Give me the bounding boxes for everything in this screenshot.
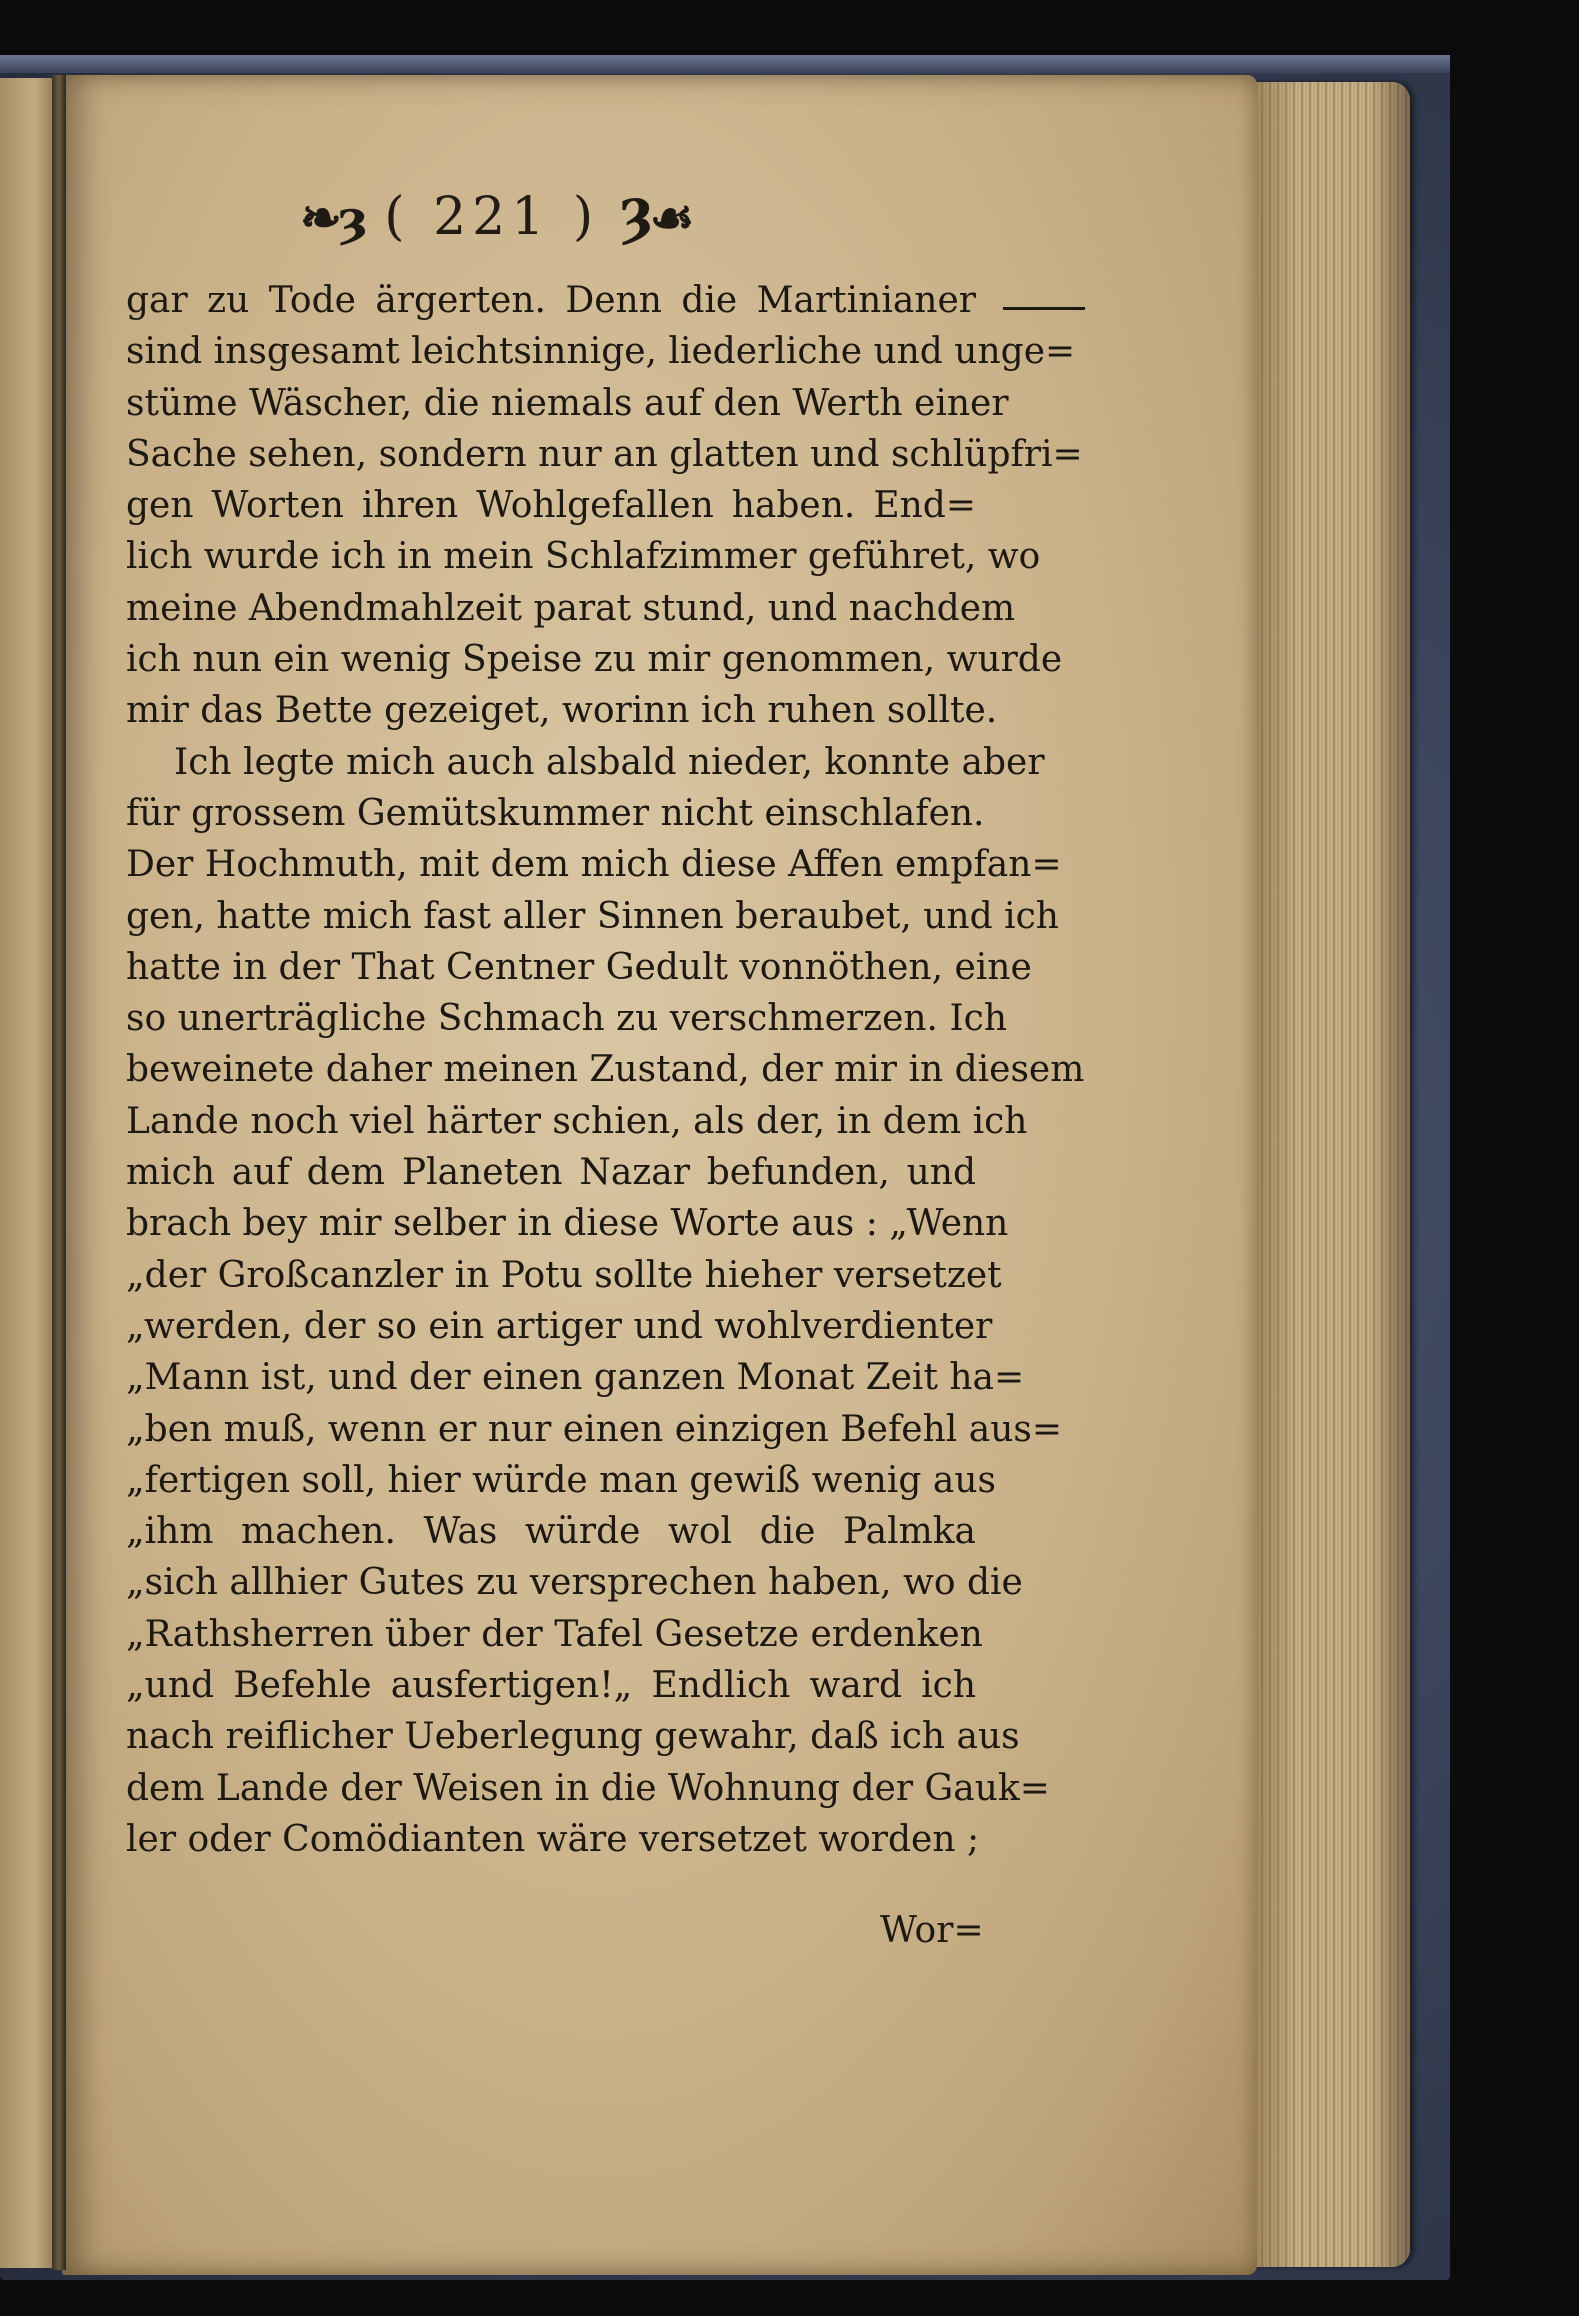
text-line: brach bey mir selber in diese Worte aus : „Wenn: [126, 1203, 1009, 1245]
text-line: lich wurde ich in mein Schlafzimmer geführet, wo: [126, 536, 1041, 578]
text-line: ler oder Comödianten wäre versetzet worden ;: [126, 1818, 980, 1860]
right-ornament-icon: Ȝ☙: [619, 187, 691, 247]
text-line: Der Hochmuth, mit dem mich diese Affen empfan=: [126, 844, 1062, 886]
book-gutter: [52, 75, 66, 2270]
text-line: „ihm machen. Was würde wol die Palmka: [126, 1511, 976, 1553]
text-line: beweinete daher meinen Zustand, der mir in diesem: [126, 1049, 1085, 1091]
text-line: „sich allhier Gutes zu versprechen haben, wo die: [126, 1562, 1023, 1604]
text-line: Sache sehen, sondern nur an glatten und schlüpfri=: [126, 433, 1083, 475]
page-body: [126, 275, 1085, 1865]
text-line: „Mann ist, und der einen ganzen Monat Zeit ha=: [126, 1357, 1025, 1399]
text-line: nach reiflicher Ueberlegung gewahr, daß ich aus: [126, 1716, 1020, 1758]
catchword: Wor=: [880, 1910, 984, 1951]
text-line: „ben muß, wenn er nur einen einzigen Befehl aus=: [126, 1408, 1063, 1450]
text-line: mir das Bette gezeiget, worinn ich ruhen sollte.: [126, 690, 998, 732]
text-line: Lande noch viel härter schien, als der, in dem ich: [126, 1100, 1028, 1142]
text-line: gar zu Tode ärgerten. Denn die Martinianer: [126, 280, 976, 321]
page-header: [300, 182, 820, 252]
text-line: „der Großcanzler in Potu sollte hieher versetzet: [126, 1254, 1002, 1296]
cover-top-edge: [0, 55, 1450, 73]
text-line: ich nun ein wenig Speise zu mir genommen, wurde: [126, 639, 1063, 681]
text-line: sind insgesamt leichtsinnige, liederliche und unge=: [126, 331, 1076, 373]
text-line: gen, hatte mich fast aller Sinnen beraubet, und ich: [126, 895, 1059, 937]
text-line: „und Befehle ausfertigen!„ Endlich ward ich: [126, 1665, 976, 1707]
text-line: „Rathsherren über der Tafel Gesetze erdenken: [126, 1613, 983, 1655]
left-ornament-icon: ❧ȝ: [300, 187, 365, 247]
text-line: „werden, der so ein artiger und wohlverdienter: [126, 1305, 993, 1347]
text-line: hatte in der That Centner Gedult vonnöthen, eine: [126, 946, 1032, 988]
page-block-shade: [1250, 82, 1410, 2267]
paragraph-start-line: Ich legte mich auch alsbald nieder, konnte aber: [174, 741, 1045, 783]
text-line: für grossem Gemütskummer nicht einschlafen.: [126, 792, 985, 834]
margin-dash: [1003, 307, 1085, 310]
text-line: „fertigen soll, hier würde man gewiß wenig aus: [126, 1459, 996, 1501]
text-line: so unerträgliche Schmach zu verschmerzen. Ich: [126, 998, 1008, 1040]
text-line: dem Lande der Weisen in die Wohnung der Gauk=: [126, 1767, 1050, 1809]
facing-page-edge: [0, 78, 58, 2268]
page-number: ( 221 ): [384, 187, 600, 247]
text-line: stüme Wäscher, die niemals auf den Werth einer: [126, 382, 1009, 424]
text-line: meine Abendmahlzeit parat stund, und nachdem: [126, 587, 1016, 629]
text-line: gen Worten ihren Wohlgefallen haben. End=: [126, 485, 976, 527]
text-line: mich auf dem Planeten Nazar befunden, und: [126, 1152, 976, 1194]
